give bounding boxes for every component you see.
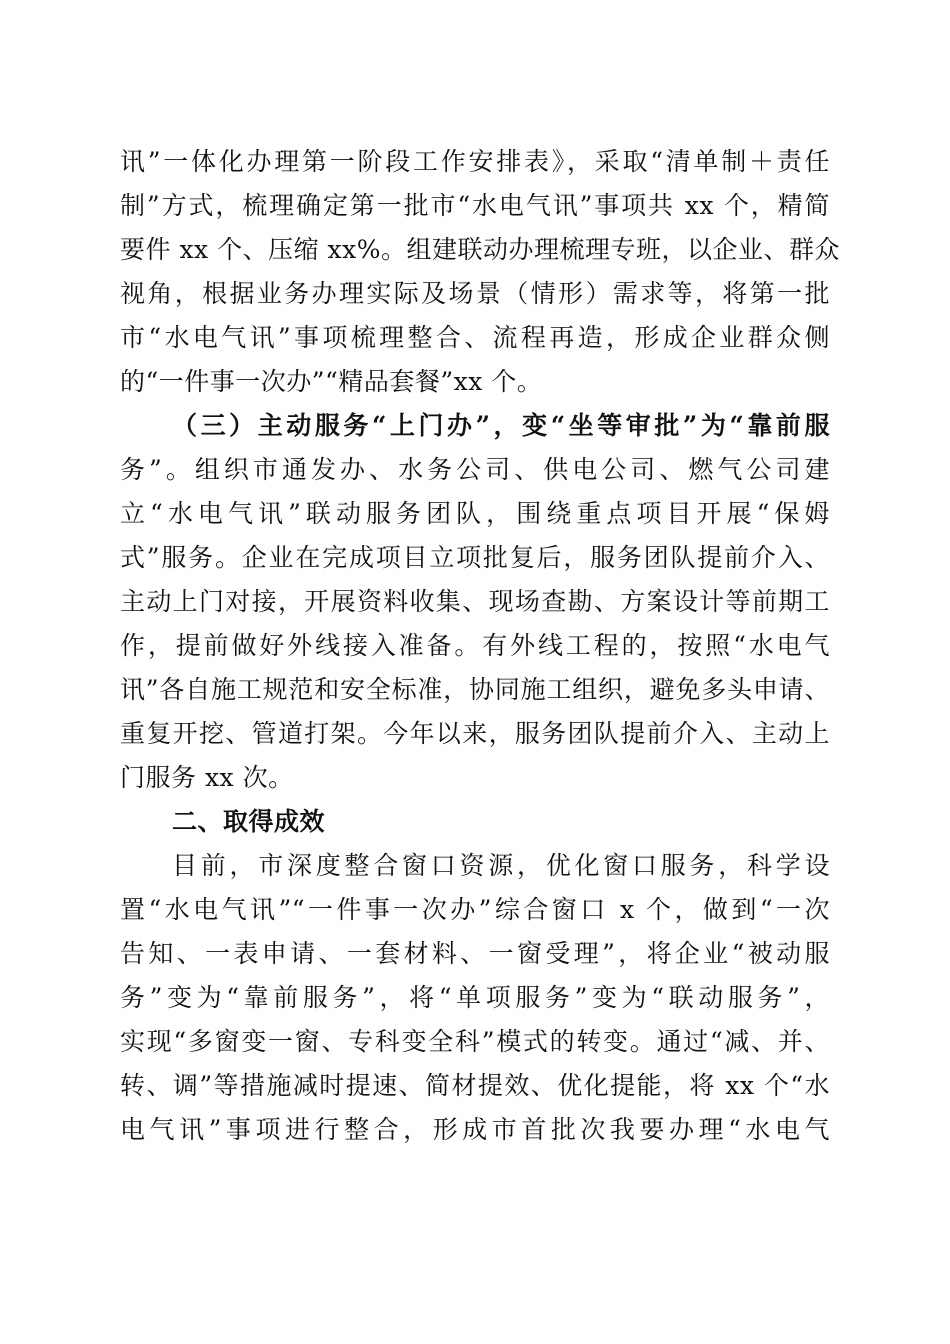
paragraph-2-line-4: 主动上门对接，开展资料收集、现场查勘、方案设计等前期工 [120,587,830,616]
paragraph-2-line-2: 立“水电气讯”联动服务团队，围绕重点项目开展“保姆 [120,499,830,528]
paragraph-2-line-7: 重复开挖、管道打架。今年以来，服务团队提前介入、主动上 [120,719,830,748]
section-3-title: （三）主动服务“上门办”，变“坐等审批”为“靠前服 [172,411,830,440]
paragraph-1-line-3: 要件 xx 个、压缩 xx%。组建联动办理梳理专班，以企业、群众 [120,235,840,264]
document-body [120,140,840,1152]
paragraph-3 [120,844,830,1152]
paragraph-2-line-6: 讯”各自施工规范和安全标准，协同施工组织，避免多头申请、 [120,675,830,704]
paragraph-1-line-6: 的“一件事一次办”“精品套餐”xx 个。 [120,367,543,396]
paragraph-2-line-1: 务”。组织市通发办、水务公司、供电公司、燃气公司建 [120,455,830,484]
paragraph-1-line-5: 市“水电气讯”事项梳理整合、流程再造，形成企业群众侧 [120,323,830,352]
paragraph-2-line-3: 式”服务。企业在完成项目立项批复后，服务团队提前介入、 [120,543,830,572]
section-heading: 二、取得成效 [172,807,326,836]
paragraph-2-line-5: 作，提前做好外线接入准备。有外线工程的，按照“水电气 [120,631,830,660]
paragraph-2-line-8: 门服务 xx 次。 [120,763,294,792]
paragraph-3-line-6: 转、调”等措施减时提速、简材提效、优化提能，将 xx 个“水 [120,1071,830,1100]
paragraph-3-line-5: 实现“多窗变一窗、专科变全科”模式的转变。通过“减、并、 [120,1027,830,1056]
paragraph-3-line-1: 目前，市深度整合窗口资源，优化窗口服务，科学设 [172,851,830,880]
section-3 [120,404,830,800]
paragraph-1-line-2: 制”方式，梳理确定第一批市“水电气讯”事项共 xx 个，精简 [120,191,830,220]
paragraph-3-line-4: 务”变为“靠前服务”，将“单项服务”变为“联动服务”， [120,983,830,1012]
paragraph-3-line-3: 告知、一表申请、一套材料、一窗受理”，将企业“被动服 [120,939,830,968]
paragraph-1-line-4: 视角，根据业务办理实际及场景（情形）需求等，将第一批 [120,279,830,308]
paragraph-1 [120,140,840,404]
paragraph-3-line-2: 置“水电气讯”“一件事一次办”综合窗口 x 个，做到“一次 [120,895,830,924]
paragraph-1-line-1: 讯”一体化办理第一阶段工作安排表》，采取“清单制＋责任 [120,147,830,176]
paragraph-3-line-7: 电气讯”事项进行整合，形成市首批次我要办理“水电气 [120,1115,830,1144]
